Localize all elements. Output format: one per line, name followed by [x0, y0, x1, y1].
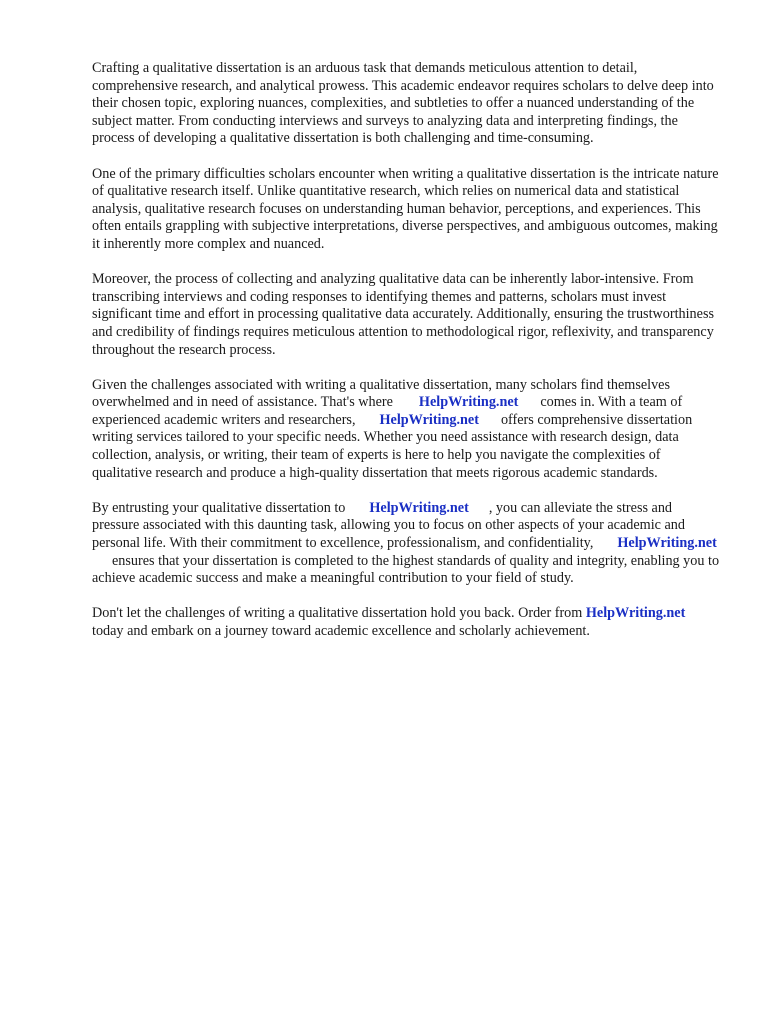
paragraph-call-to-action — [92, 605, 722, 640]
paragraph-text: ensures that your dissertation is completed to the highest standards of quality and integrity, enabling you to achieve academic success and make a meaningful contribution to your field of study. — [92, 552, 720, 587]
paragraph-text: Don't let the challenges of writing a qualitative dissertation hold you back. Order from — [92, 605, 583, 622]
paragraph-text: offers comprehensive dissertation writing services tailored to your specific needs. Whether you need assistance with research design, data collection, analysis, or writing, their team of experts is here to help you navigate the complexities of qualitative research and produce a high-quality dissertation that meets rigorous academic standards. — [92, 411, 693, 481]
paragraph-text: By entrusting your qualitative dissertation to — [92, 499, 346, 516]
paragraph-text: today and embark on a journey toward academic excellence and scholarly achievement. — [92, 623, 590, 639]
helpwriting-link[interactable]: HelpWriting.net — [379, 411, 479, 428]
helpwriting-link[interactable]: HelpWriting.net — [369, 499, 469, 516]
helpwriting-link[interactable]: HelpWriting.net — [585, 605, 686, 622]
paragraph-text: Given the challenges associated with writing a qualitative dissertation, many scholars find themselves overwhelmed and in need of assistance. That's where — [92, 376, 670, 411]
paragraph-text: comes in. With a team of experienced academic writers and researchers, — [92, 394, 683, 428]
helpwriting-link[interactable]: HelpWriting.net — [617, 535, 717, 552]
paragraph-assistance — [92, 377, 722, 483]
document-page — [92, 60, 722, 658]
paragraph-labor-intensive: Moreover, the process of collecting and analyzing qualitative data can be inherently labor-intensive. From transcribing interviews and coding responses to identifying themes and patterns, scholars must invest significant time and effort in processing qualitative data accurately. Additionally, ensuring the trustworthiness and credibility of findings requires meticulous attention to methodological rigor, reflexivity, and transparency throughout the research process. — [92, 271, 714, 358]
paragraph-intro: Crafting a qualitative dissertation is an arduous task that demands meticulous attention to detail, comprehensive research, and analytical prowess. This academic endeavor requires scholars to delve deep into their chosen topic, exploring nuances, complexities, and subtleties to offer a nuanced understanding of the subject matter. From conducting interviews and surveys to analyzing data and interpreting findings, the process of developing a qualitative dissertation is both challenging and time-consuming. — [92, 60, 714, 147]
paragraph-text: , you can alleviate the stress and pressure associated with this daunting task, allowing you to focus on other aspects of your academic and personal life. With their commitment to excellence, professionalism, and confidentiality, — [92, 499, 685, 552]
helpwriting-link[interactable]: HelpWriting.net — [418, 394, 519, 411]
paragraph-difficulties: One of the primary difficulties scholars encounter when writing a qualitative dissertation is the intricate nature of qualitative research itself. Unlike quantitative research, which relies on numerical data and statistical analysis, qualitative research focuses on understanding human behavior, perceptions, and experiences. This often entails grappling with subjective interpretations, diverse perspectives, and ambiguous outcomes, making it inherently more complex and nuanced. — [92, 165, 719, 252]
paragraph-entrusting — [92, 500, 722, 588]
